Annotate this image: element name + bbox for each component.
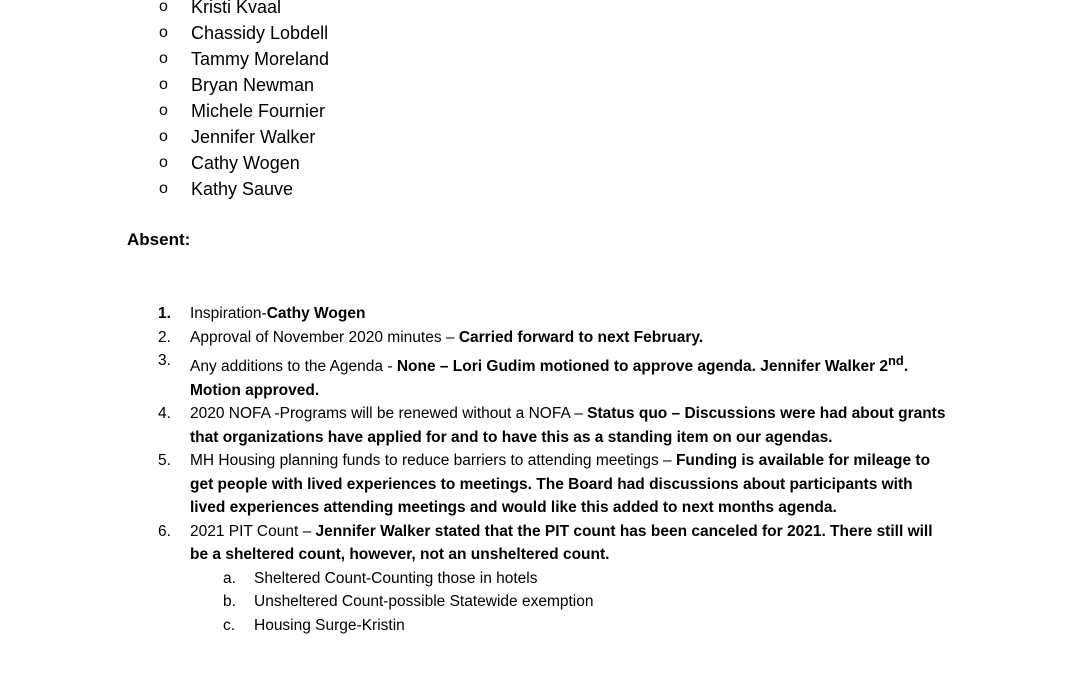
- bullet: o: [159, 50, 168, 67]
- pit-count-sublist: [0, 567, 960, 638]
- agenda-item-minutes: [0, 326, 960, 350]
- sub-item-text: Unsheltered Count-possible Statewide exemption: [254, 593, 594, 611]
- agenda-item-number: 5.: [158, 452, 171, 470]
- agenda-item-additions: [0, 349, 960, 402]
- agenda-outcome: Cathy Wogen: [266, 305, 366, 322]
- bullet: o: [159, 128, 168, 145]
- agenda-item-body: [190, 520, 950, 567]
- agenda-outcome: Carried forward to next February.: [458, 328, 704, 346]
- bullet: o: [159, 0, 168, 15]
- agenda-item-number: 2.: [158, 328, 171, 346]
- agenda-topic: 2020 NOFA -Programs will be renewed without a NOFA –: [190, 405, 588, 423]
- agenda-item-housing-funds: [0, 449, 960, 520]
- agenda-item-body: [190, 402, 950, 449]
- sub-item-letter: a.: [223, 569, 236, 587]
- bullet: o: [159, 180, 168, 197]
- attendee-name: Cathy Wogen: [191, 153, 300, 173]
- list-item: [0, 614, 960, 638]
- agenda-topic: MH Housing planning funds to reduce barriers to attending meetings –: [190, 452, 676, 470]
- attendee-name: Kristi Kvaal: [191, 0, 282, 17]
- absent-heading: Absent:: [127, 230, 191, 249]
- agenda-item-nofa: [0, 402, 960, 449]
- agenda-outcome: Funding is available for mileage to get people with lived experiences to meetings. The Board had discussions about participants with lived experiences attending meetings and would like this added to next months agenda.: [190, 452, 931, 517]
- agenda-item-body: [190, 302, 950, 326]
- attendee-name: Chassidy Lobdell: [191, 23, 329, 43]
- agenda-outcome: None – Lori Gudim motioned to approve agenda. Jennifer Walker 2: [396, 358, 889, 376]
- sub-item-text: Housing Surge-Kristin: [254, 616, 405, 634]
- bullet: o: [159, 76, 168, 93]
- agenda-topic: Approval of November 2020 minutes –: [190, 328, 459, 346]
- agenda-topic: Inspiration-: [190, 305, 267, 322]
- attendee-name: Michele Fournier: [191, 101, 326, 121]
- sub-item-letter: b.: [223, 593, 236, 611]
- agenda-topic: 2021 PIT Count –: [190, 522, 316, 540]
- bullet: o: [159, 24, 168, 41]
- agenda-item-pit-count: [0, 520, 960, 638]
- agenda-item-number: 4.: [158, 405, 171, 423]
- list-item: [0, 590, 960, 614]
- ordinal-suffix: nd: [888, 353, 904, 368]
- agenda-outcome: Jennifer Walker stated that the PIT count has been canceled for 2021. There still will be a sheltered count, however, not an unsheltered count.: [190, 522, 933, 564]
- agenda-topic: Any additions to the Agenda -: [190, 358, 397, 376]
- agenda-item-inspiration: [0, 302, 960, 326]
- agenda-item-number: 1.: [158, 305, 171, 322]
- agenda-outcome: Status quo – Discussions were had about grants that organizations have applied for and to have this as a standing item on our agendas.: [190, 405, 946, 446]
- attendee-name: Jennifer Walker: [191, 127, 316, 147]
- agenda-item-number: 6.: [158, 522, 171, 540]
- bullet: o: [159, 102, 168, 119]
- agenda-item-body: [190, 326, 950, 350]
- bullet: o: [159, 154, 168, 171]
- sub-item-letter: c.: [223, 616, 236, 634]
- sub-item-text: Sheltered Count-Counting those in hotels: [254, 569, 538, 587]
- agenda-item-number: 3.: [158, 352, 171, 369]
- attendee-name: Kathy Sauve: [191, 179, 294, 199]
- attendee-name: Bryan Newman: [191, 75, 315, 95]
- agenda-item-body: [190, 449, 950, 520]
- agenda-list: [0, 302, 960, 637]
- agenda-outcome-continued: . Motion approved.: [190, 358, 909, 399]
- agenda-item-body: [190, 349, 950, 402]
- attendee-name: Tammy Moreland: [191, 49, 330, 69]
- list-item: [0, 567, 960, 591]
